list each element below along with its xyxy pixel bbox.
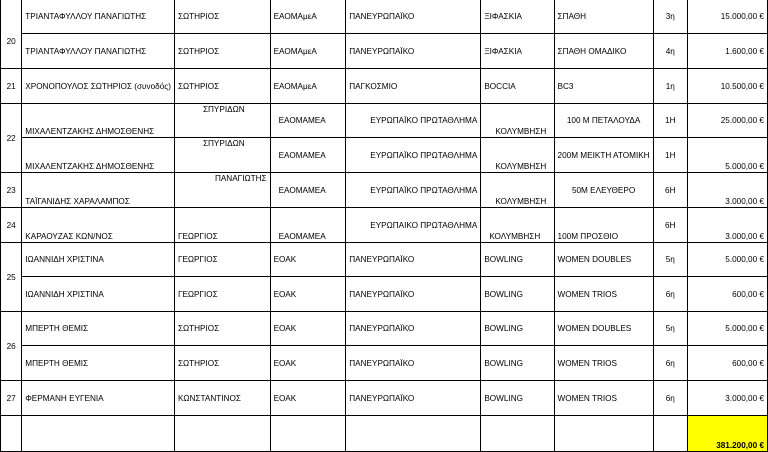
placement: 3η	[653, 0, 687, 34]
event: WOMEN TRIOS	[554, 346, 653, 381]
federation: ΕΟΑΚ	[270, 346, 346, 381]
sport: BOWLING	[481, 243, 554, 277]
event: ΣΠΑΘΗ ΟΜΑΔΙΚΟ	[554, 34, 653, 69]
amount: 5.000,00 €	[687, 312, 767, 346]
competition: ΠΑΝΕΥΡΩΠΑΪΚΟ	[346, 312, 481, 346]
federation: ΕΑΟΜΑΜΕΑ	[270, 173, 346, 208]
group-number: 22	[1, 104, 22, 173]
empty-cell	[22, 416, 175, 452]
father-name: ΣΠΥΡΙΔΩΝ	[174, 138, 270, 173]
father-name: ΓΕΩΡΓΙΟΣ	[174, 277, 270, 312]
sport: ΚΟΛΥΜΒΗΣΗ	[481, 138, 554, 173]
table-row	[1, 381, 768, 416]
table-row	[1, 34, 768, 69]
placement: 4η	[653, 34, 687, 69]
table-row	[1, 104, 768, 138]
placement: 5η	[653, 243, 687, 277]
competition: ΕΥΡΩΠΑΙΚΟ ΠΡΩΤΑΘΛΗΜΑ	[346, 208, 481, 243]
federation: ΕΟΑΚ	[270, 381, 346, 416]
empty-cell	[653, 416, 687, 452]
athlete-name: ΜΙΧΑΛΕΝΤΖΑΚΗΣ ΔΗΜΟΣΘΕΝΗΣ	[22, 138, 175, 173]
table-row	[1, 173, 768, 208]
empty-cell	[174, 416, 270, 452]
athlete-name: ΙΩΑΝΝΙΔΗ ΧΡΙΣΤΙΝΑ	[22, 277, 175, 312]
father-name: ΣΩΤΗΡΙΟΣ	[174, 69, 270, 104]
amount: 3.000,00 €	[687, 173, 767, 208]
sport: BOWLING	[481, 346, 554, 381]
sport: BOWLING	[481, 277, 554, 312]
amount: 10.500,00 €	[687, 69, 767, 104]
event: 200Μ ΜΕΙΚΤΗ ΑΤΟΜΙΚΗ	[554, 138, 653, 173]
event: BC3	[554, 69, 653, 104]
placement: 6Η	[653, 208, 687, 243]
competition: ΠΑΝΕΥΡΩΠΑΪΚΟ	[346, 34, 481, 69]
empty-cell	[554, 416, 653, 452]
amount: 15.000,00 €	[687, 0, 767, 34]
table-row	[1, 346, 768, 381]
athlete-name: ΧΡΟΝΟΠΟΥΛΟΣ ΣΩΤΗΡΙΟΣ (συνοδός)	[22, 69, 175, 104]
athlete-name: ΤΡΙΑΝΤΑΦΥΛΛΟΥ ΠΑΝΑΓΙΩΤΗΣ	[22, 0, 175, 34]
competition: ΕΥΡΩΠΑΪΚΟ ΠΡΩΤΑΘΛΗΜΑ	[346, 138, 481, 173]
empty-cell	[346, 416, 481, 452]
athlete-name: ΤΑΪΓΑΝΙΔΗΣ ΧΑΡΑΛΑΜΠΟΣ	[22, 173, 175, 208]
federation: ΕΑΟΜΑμεΑ	[270, 0, 346, 34]
placement: 1Η	[653, 138, 687, 173]
sport: ΞΙΦΑΣΚΙΑ	[481, 0, 554, 34]
athlete-name: ΚΑΡΑΟΥΖΑΣ ΚΩΝ/ΝΟΣ	[22, 208, 175, 243]
athlete-name: ΜΠΕΡΤΗ ΘΕΜΙΣ	[22, 312, 175, 346]
father-name: ΓΕΩΡΓΙΟΣ	[174, 208, 270, 243]
table-row	[1, 138, 768, 173]
table-row	[1, 208, 768, 243]
placement: 6η	[653, 381, 687, 416]
group-number: 21	[1, 69, 22, 104]
event: 50Μ ΕΛΕΥΘΕΡΟ	[554, 173, 653, 208]
placement: 6Η	[653, 173, 687, 208]
athlete-name: ΜΠΕΡΤΗ ΘΕΜΙΣ	[22, 346, 175, 381]
group-number: 25	[1, 243, 22, 312]
amount: 5.000,00 €	[687, 138, 767, 173]
federation: ΕΑΟΜΑμεΑ	[270, 34, 346, 69]
federation: ΕΑΟΜΑΜΕΑ	[270, 104, 346, 138]
empty-cell	[270, 416, 346, 452]
amount: 3.000,00 €	[687, 381, 767, 416]
athlete-name: ΦΕΡΜΑΝΗ ΕΥΓΕΝΙΑ	[22, 381, 175, 416]
event: WOMEN TRIOS	[554, 277, 653, 312]
competition: ΠΑΓΚΟΣΜΙΟ	[346, 69, 481, 104]
amount: 3.000,00 €	[687, 208, 767, 243]
table-row	[1, 69, 768, 104]
competition: ΕΥΡΩΠΑΪΚΟ ΠΡΩΤΑΘΛΗΜΑ	[346, 173, 481, 208]
father-name: ΣΠΥΡΙΔΩΝ	[174, 104, 270, 138]
total-amount: 381.200,00 €	[687, 416, 767, 452]
competition: ΠΑΝΕΥΡΩΠΑΪΚΟ	[346, 0, 481, 34]
sport: BOWLING	[481, 381, 554, 416]
athlete-name: ΙΩΑΝΝΙΔΗ ΧΡΙΣΤΙΝΑ	[22, 243, 175, 277]
father-name: ΣΩΤΗΡΙΟΣ	[174, 312, 270, 346]
group-number: 27	[1, 381, 22, 416]
federation: ΕΟΑΚ	[270, 312, 346, 346]
event: 100 Μ ΠΕΤΑΛΟΥΔΑ	[554, 104, 653, 138]
sport: ΚΟΛΥΜΒΗΣΗ	[481, 104, 554, 138]
table-row	[1, 0, 768, 34]
event: ΣΠΑΘΗ	[554, 0, 653, 34]
father-name: ΣΩΤΗΡΙΟΣ	[174, 346, 270, 381]
federation: ΕΑΟΜΑΜΕΑ	[270, 208, 346, 243]
father-name: ΣΩΤΗΡΙΟΣ	[174, 34, 270, 69]
event: WOMEN TRIOS	[554, 381, 653, 416]
sport: ΚΟΛΥΜΒΗΣΗ	[481, 208, 554, 243]
empty-cell	[1, 416, 22, 452]
table-row	[1, 312, 768, 346]
competition: ΠΑΝΕΥΡΩΠΑΪΚΟ	[346, 346, 481, 381]
placement: 6η	[653, 277, 687, 312]
group-number: 20	[1, 0, 22, 69]
sport: ΞΙΦΑΣΚΙΑ	[481, 34, 554, 69]
amount: 600,00 €	[687, 277, 767, 312]
group-number: 26	[1, 312, 22, 381]
event: WOMEN DOUBLES	[554, 312, 653, 346]
federation: ΕΟΑΚ	[270, 243, 346, 277]
father-name: ΠΑΝΑΓΙΩΤΗΣ	[174, 173, 270, 208]
placement: 1η	[653, 69, 687, 104]
total-row	[1, 416, 768, 452]
amount: 600,00 €	[687, 346, 767, 381]
federation: ΕΟΑΚ	[270, 277, 346, 312]
athlete-name: ΤΡΙΑΝΤΑΦΥΛΛΟΥ ΠΑΝΑΓΙΩΤΗΣ	[22, 34, 175, 69]
group-number: 23	[1, 173, 22, 208]
sport: BOCCIA	[481, 69, 554, 104]
placement: 1Η	[653, 104, 687, 138]
placement: 6η	[653, 346, 687, 381]
event: WOMEN DOUBLES	[554, 243, 653, 277]
sport: BOWLING	[481, 312, 554, 346]
father-name: ΚΩΝΣΤΑΝΤΙΝΟΣ	[174, 381, 270, 416]
federation: ΕΑΟΜΑμεΑ	[270, 69, 346, 104]
amount: 25.000,00 €	[687, 104, 767, 138]
father-name: ΣΩΤΗΡΙΟΣ	[174, 0, 270, 34]
amount: 5.000,00 €	[687, 243, 767, 277]
table-row	[1, 277, 768, 312]
competition: ΠΑΝΕΥΡΩΠΑΪΚΟ	[346, 243, 481, 277]
group-number: 24	[1, 208, 22, 243]
sport: ΚΟΛΥΜΒΗΣΗ	[481, 173, 554, 208]
athlete-name: ΜΙΧΑΛΕΝΤΖΑΚΗΣ ΔΗΜΟΣΘΕΝΗΣ	[22, 104, 175, 138]
event: 100Μ ΠΡΟΣΘΙΟ	[554, 208, 653, 243]
empty-cell	[481, 416, 554, 452]
competition: ΕΥΡΩΠΑΪΚΟ ΠΡΩΤΑΘΛΗΜΑ	[346, 104, 481, 138]
federation: ΕΑΟΜΑΜΕΑ	[270, 138, 346, 173]
competition: ΠΑΝΕΥΡΩΠΑΪΚΟ	[346, 277, 481, 312]
competition: ΠΑΝΕΥΡΩΠΑΪΚΟ	[346, 381, 481, 416]
table-row	[1, 243, 768, 277]
placement: 5η	[653, 312, 687, 346]
amount: 1.600,00 €	[687, 34, 767, 69]
father-name: ΓΕΩΡΓΙΟΣ	[174, 243, 270, 277]
